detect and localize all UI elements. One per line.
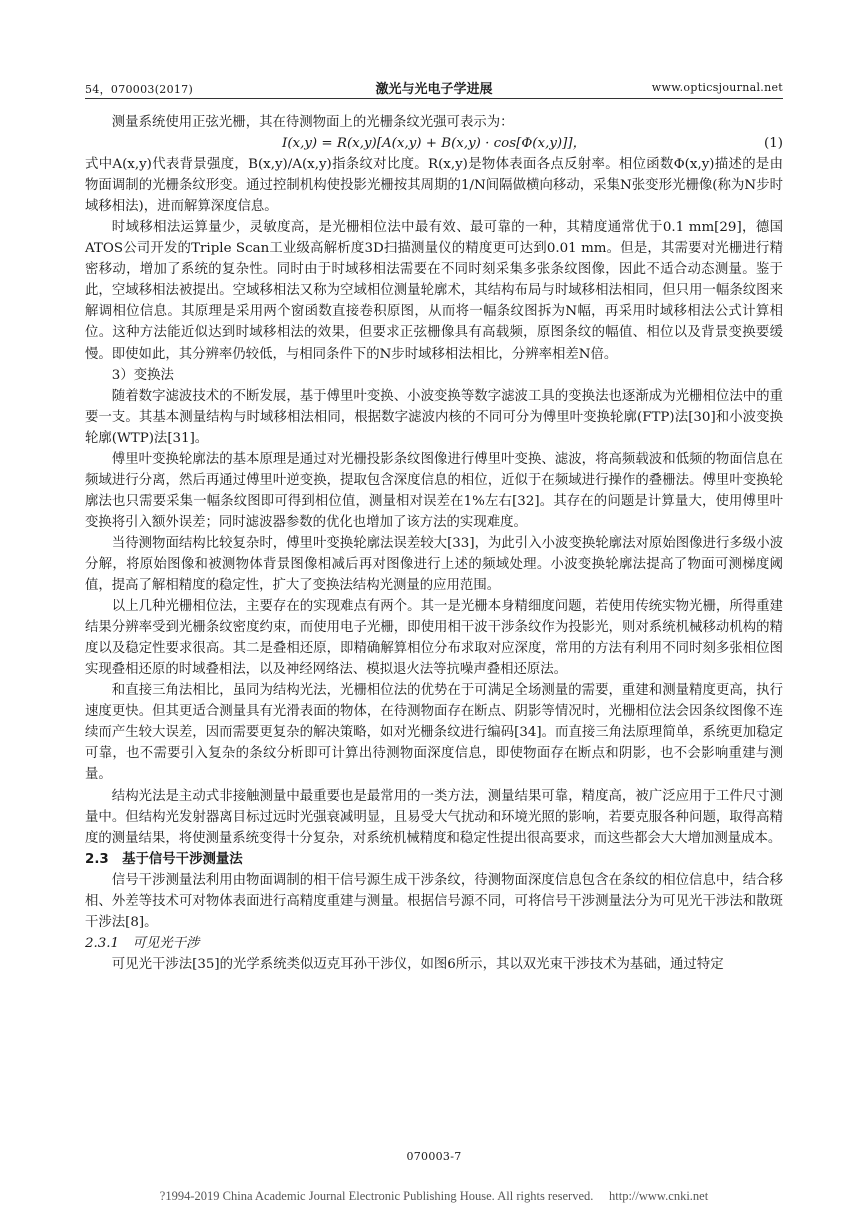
running-header — [85, 78, 783, 99]
header-citation: 54，070003(2017) — [85, 83, 194, 96]
copyright-line: ?1994-2019 China Academic Journal Electronic Publishing House. All rights reserved. http://www.cnki.net — [159, 1189, 709, 1203]
journal-title: 激光与光电子学进展 — [375, 82, 493, 97]
paragraph: 和直接三角法相比，虽同为结构光法，光栅相位法的优势在于可满足全场测量的需要，重建和测量精度更高，执行速度更快。但其更适合测量具有光滑表面的物体，在待测物面存在断点、阴影等情况时，光栅相位法会因条纹图像不连续而产生较大误差，因而需要更复杂的解决策略，如对光栅条纹进行编码[34]。而直接三角法原理简单，系统更加稳定可靠，也不需要引入复杂的条纹分析即可计算出待测物面深度信息，即使物面存在断点和阴影，也不会影响重建与测量。 — [85, 683, 783, 783]
paragraph: 信号干涉测量法利用由物面调制的相干信号源生成干涉条纹，待测物面深度信息包含在条纹的相位信息中，结合移相、外差等技术可对物体表面进行高精度重建与测量。根据信号源不同，可将信号干涉测量法分为可见光干涉法和散斑干涉法[8]。 — [85, 872, 783, 930]
article-body — [85, 112, 783, 975]
paragraph: 测量系统使用正弦光栅，其在待测物面上的光栅条纹光强可表示为： — [111, 115, 514, 130]
paragraph: 式中A(x,y)代表背景强度，B(x,y)/A(x,y)指条纹对比度。R(x,y)是物体表面各点反射率。相位函数Φ(x,y)描述的是由物面调制的光栅条纹形变。通过控制机构使投影光栅按其周期的1/N间隔做横向移动，采集N张变形光栅像(称为N步时域移相法)，进而解算深度信息。 — [85, 157, 783, 215]
equation-1 — [85, 133, 783, 154]
equation-text: I(x,y) = R(x,y)[A(x,y) + B(x,y) · cos[Φ(x,y)]]， — [282, 136, 586, 152]
equation-number: (1) — [764, 136, 783, 152]
paragraph: 时域移相法运算量少，灵敏度高，是光栅相位法中最有效、最可靠的一种，其精度通常优于0.1 mm[29]，德国ATOS公司开发的Triple Scan工业级高解析度3D扫描测量仪的精度更可达到0.01 mm。但是，其需要对光栅进行精密移动，增加了系统的复杂性。同时由于时域移相法需要在不同时刻采集多张条纹图像，因此不适合动态测量。鉴于此，空域移相法被提出。空域移相法又称为空域相位测量轮廓术，其结构布局与时域移相法相同，但只用一幅条纹图来解调相位信息。其原理是采用两个窗函数直接卷积原图，从而将一幅条纹图拆为N幅，再采用时域移相法公式计算相位。这种方法能近似达到时域移相法的效果，但要求正弦栅像具有高载频，原图条纹的幅值、相位以及背景变换要缓慢。即使如此，其分辨率仍较低，与相同条件下的N步时域移相法相比，分辨率相差N倍。 — [85, 220, 783, 362]
paragraph: 随着数字滤波技术的不断发展，基于傅里叶变换、小波变换等数字滤波工具的变换法也逐渐成为光栅相位法中的重要一支。其基本测量结构与时域移相法相同，根据数字滤波内核的不同可分为傅里叶变换轮廓(FTP)法[30]和小波变换轮廓(WTP)法[31]。 — [85, 388, 783, 446]
subsection-heading: 2.3.1 可见光干涉 — [85, 935, 200, 951]
list-heading: 3）变换法 — [111, 367, 174, 383]
paragraph: 以上几种光栅相位法，主要存在的实现难点有两个。其一是光栅本身精细度问题，若使用传统实物光栅，所得重建结果分辨率受到光栅条纹密度约束，而使用电子光栅，即使用相干波干涉条纹作为投影光，则对系统机械移动机构的精度以及稳定性要求很高。其二是叠相还原，即精确解算相位分布求取对应深度，常用的方法有利用不同时刻多张相位图实现叠相还原的时域叠相法，以及神经网络法、模拟退火法等抗噪声叠相还原法。 — [85, 599, 783, 678]
paragraph: 傅里叶变换轮廓法的基本原理是通过对光栅投影条纹图像进行傅里叶变换、滤波，将高频载波和低频的物面信息在频域进行分离，然后再通过傅里叶逆变换，提取包含深度信息的相位，近似于在频域进行操作的叠栅法。傅里叶变换轮廓法也只需要采集一幅条纹图即可得到相位值，测量相对误差在1%左右[32]。其存在的问题是计算量大，使用傅里叶变换将引入额外误差；同时滤波器参数的优化也增加了该方法的实现难度。 — [85, 451, 783, 530]
page-number: 070003-7 — [406, 1150, 462, 1163]
section-heading: 2.3 基于信号干涉测量法 — [85, 851, 243, 867]
journal-url: www.opticsjournal.net — [651, 81, 783, 94]
paragraph: 当待测物面结构比较复杂时，傅里叶变换轮廓法误差较大[33]，为此引入小波变换轮廓法对原始图像进行多级小波分解，将原始图像和被测物体背景图像相减后再对图像进行上述的频域处理。小波变换轮廓法提高了物面可测梯度阈值，提高了解相精度的稳定性，扩大了变换法结构光测量的应用范围。 — [85, 535, 783, 594]
paragraph: 结构光法是主动式非接触测量中最重要也是最常用的一类方法，测量结果可靠，精度高，被广泛应用于工件尺寸测量中。但结构光发射器离目标过远时光强衰减明显，且易受大气扰动和环境光照的影响，若要克服各种问题，取得高精度的测量结果，将使测量系统变得十分复杂，对系统机械精度和稳定性提出很高要求，而这些都会大大增加测量成本。 — [85, 788, 783, 846]
paragraph: 可见光干涉法[35]的光学系统类似迈克耳孙干涉仪，如图6所示，其以双光束干涉技术为基础，通过特定 — [111, 956, 724, 972]
